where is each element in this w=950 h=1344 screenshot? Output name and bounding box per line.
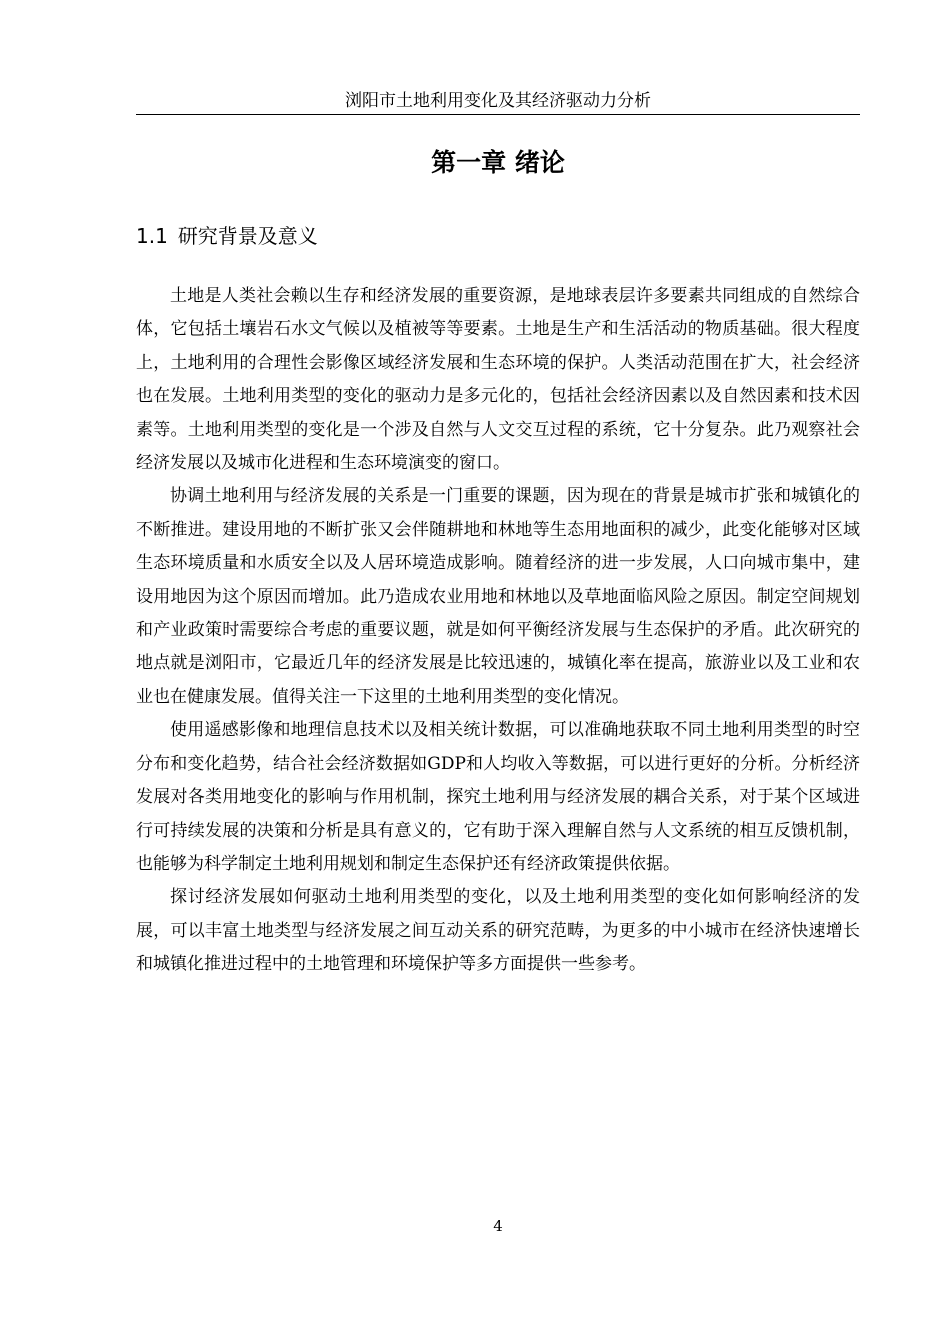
- section-number: 1.1: [136, 224, 168, 248]
- header-divider: [136, 114, 860, 115]
- paragraph-4: 探讨经济发展如何驱动土地利用类型的变化，以及土地利用类型的变化如何影响经济的发展，可以丰富土地类型与经济发展之间互动关系的研究范畴，为更多的中小城市在经济快速增长和城镇化推进过程中的土地管理和环境保护等多方面提供一些参考。: [136, 887, 860, 975]
- chapter-title: 第一章 绪论: [431, 148, 565, 177]
- paragraph-3: 使用遥感影像和地理信息技术以及相关统计数据，可以准确地获取不同土地利用类型的时空分布和变化趋势，结合社会经济数据如GDP和人均收入等数据，可以进行更好的分析。分析经济发展对各类用地变化的影响与作用机制，探究土地利用与经济发展的耦合关系，对于某个区域进行可持续发展的决策和分析是具有意义的，它有助于深入理解自然与人文系统的相互反馈机制，也能够为科学制定土地利用规划和制定生态保护还有经济政策提供依据。: [136, 720, 860, 874]
- paragraph-2: 协调土地利用与经济发展的关系是一门重要的课题，因为现在的背景是城市扩张和城镇化的不断推进。建设用地的不断扩张又会伴随耕地和林地等生态用地面积的减少，此变化能够对区域生态环境质量和水质安全以及人居环境造成影响。随着经济的进一步发展，人口向城市集中，建设用地因为这个原因而增加。此乃造成农业用地和林地以及草地面临风险之原因。制定空间规划和产业政策时需要综合考虑的重要议题，就是如何平衡经济发展与生态保护的矛盾。此次研究的地点就是浏阳市，它最近几年的经济发展是比较迅速的，城镇化率在提高，旅游业以及工业和农业也在健康发展。值得关注一下这里的土地利用类型的变化情况。: [136, 486, 860, 707]
- page-number: 4: [493, 1217, 503, 1235]
- body-text: [136, 280, 860, 982]
- section-title: 研究背景及意义: [177, 224, 318, 248]
- running-header: 浏阳市土地利用变化及其经济驱动力分析: [345, 91, 651, 111]
- section-heading: [136, 222, 318, 250]
- paragraph-1: 土地是人类社会赖以生存和经济发展的重要资源，是地球表层许多要素共同组成的自然综合体，它包括土壤岩石水文气候以及植被等等要素。土地是生产和生活活动的物质基础。很大程度上，土地利用的合理性会影像区域经济发展和生态环境的保护。人类活动范围在扩大，社会经济也在发展。土地利用类型的变化的驱动力是多元化的，包括社会经济因素以及自然因素和技术因素等。土地利用类型的变化是一个涉及自然与人文交互过程的系统，它十分复杂。此乃观察社会经济发展以及城市化进程和生态环境演变的窗口。: [136, 286, 860, 474]
